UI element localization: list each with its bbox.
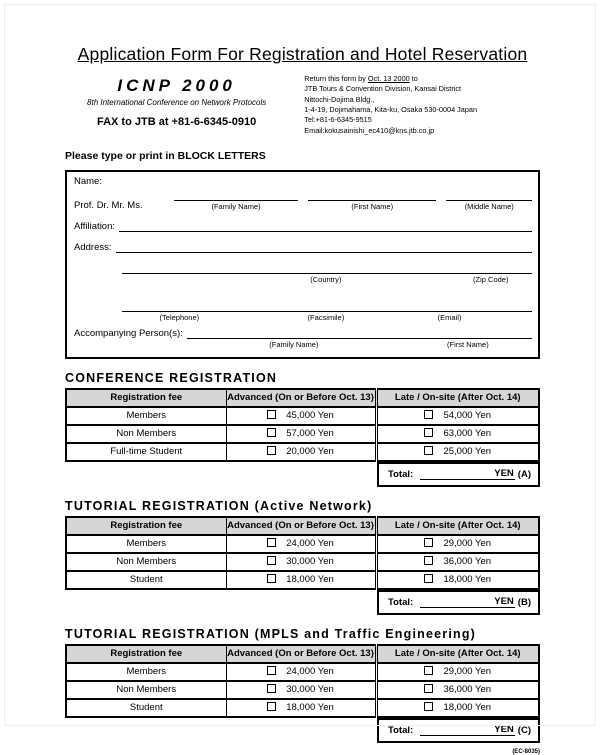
late-fee-cell	[376, 535, 539, 553]
affiliation-row	[74, 220, 532, 232]
advanced-fee-cell	[226, 425, 376, 443]
fee-checkbox[interactable]	[424, 428, 433, 437]
tutorial-mpls-fee-table	[65, 644, 540, 718]
title-options[interactable]: Prof. Dr. Mr. Ms.	[74, 200, 143, 212]
total-unit: YEN	[491, 724, 515, 736]
category-cell: Non Members	[66, 681, 226, 699]
fee-checkbox[interactable]	[424, 538, 433, 547]
fee-amount: 18,000 Yen	[286, 702, 334, 714]
advanced-fee-cell	[226, 407, 376, 425]
late-fee-cell	[376, 407, 539, 425]
family-name-group	[174, 189, 298, 211]
accompanying-field[interactable]	[187, 327, 532, 339]
total-label: Total:	[388, 469, 414, 481]
first-name-field[interactable]	[308, 189, 436, 201]
accompanying-row	[74, 327, 532, 339]
conference-subtitle: 8th International Conference on Network Protocols	[87, 98, 267, 107]
first-name-group	[308, 189, 436, 211]
fee-checkbox[interactable]	[267, 684, 276, 693]
fee-checkbox[interactable]	[267, 574, 276, 583]
return-email-line: Email:kokusainishi_ec410@kns.jtb.co.jp	[304, 125, 435, 135]
fee-checkbox[interactable]	[267, 410, 276, 419]
col-header-advanced: Advanced (On or Before Oct. 13)	[226, 389, 376, 407]
total-a-field[interactable]	[420, 469, 491, 480]
fee-amount: 25,000 Yen	[443, 446, 492, 458]
fee-checkbox[interactable]	[424, 446, 433, 455]
return-tel-line: Tel:+81-6-6345-9515	[304, 115, 372, 125]
zipcode-sublabel: (Zip Code)	[473, 275, 509, 285]
return-address-line: 1-4-19, Dojimahama, Kita-ku, Osaka 530-0004 Japan	[304, 105, 478, 115]
advanced-fee-cell	[226, 571, 376, 589]
fee-checkbox[interactable]	[267, 666, 276, 675]
affiliation-field[interactable]	[119, 220, 532, 232]
country-sublabel: (Country)	[310, 275, 342, 285]
category-cell: Student	[66, 571, 226, 589]
fee-amount: 63,000 Yen	[443, 428, 492, 440]
fax-instruction: FAX to JTB at +81-6-6345-0910	[96, 116, 257, 128]
fee-checkbox[interactable]	[424, 666, 433, 675]
section-title: TUTORIAL REGISTRATION (Active Network)	[65, 499, 373, 514]
fee-checkbox[interactable]	[267, 538, 276, 547]
col-header-advanced: Advanced (On or Before Oct. 13)	[226, 517, 376, 535]
fee-amount: 29,000 Yen	[443, 538, 492, 550]
table-row	[66, 425, 539, 443]
fee-checkbox[interactable]	[424, 410, 433, 419]
total-box-a	[377, 462, 540, 487]
fee-amount: 20,000 Yen	[286, 446, 334, 458]
address-line2-field[interactable]	[122, 259, 532, 274]
fee-amount: 24,000 Yen	[286, 538, 334, 550]
facsimile-sublabel: (Facsimile)	[307, 313, 345, 323]
fee-checkbox[interactable]	[267, 428, 276, 437]
fee-amount: 45,000 Yen	[286, 410, 334, 422]
col-header-late: Late / On-site (After Oct. 14)	[376, 389, 539, 407]
fee-checkbox[interactable]	[267, 446, 276, 455]
address-label: Address:	[74, 242, 112, 254]
table-row	[66, 407, 539, 425]
advanced-fee-cell	[226, 699, 376, 717]
first-name-sublabel: (First Name)	[351, 202, 394, 212]
return-deadline-line	[304, 74, 540, 84]
return-deadline: Oct. 13 2000	[367, 74, 410, 83]
name-label: Name:	[74, 176, 102, 188]
late-fee-cell	[376, 443, 539, 461]
return-address-block	[288, 74, 540, 136]
address-line1-field[interactable]	[116, 241, 533, 253]
category-cell: Members	[66, 407, 226, 425]
table-header-row	[66, 517, 539, 535]
family-name-sublabel: (Family Name)	[211, 202, 261, 212]
accompanying-sublabels	[74, 340, 532, 350]
page-title: Application Form For Registration and Hotel Reservation	[77, 44, 528, 64]
fee-amount: 24,000 Yen	[286, 666, 334, 678]
conference-logo: ICNP 2000	[117, 76, 236, 95]
affiliation-label: Affiliation:	[74, 221, 116, 233]
total-c-field[interactable]	[420, 725, 491, 736]
return-address-line: JTB Tours & Convention Division, Kansai District	[304, 84, 462, 94]
conference-fee-table	[65, 388, 540, 462]
total-unit: YEN	[491, 596, 515, 608]
conference-block	[65, 74, 288, 136]
tutorial-active-fee-table	[65, 516, 540, 590]
advanced-fee-cell	[226, 443, 376, 461]
fee-amount: 18,000 Yen	[286, 574, 334, 586]
col-header-late: Late / On-site (After Oct. 14)	[376, 517, 539, 535]
col-header-fee: Registration fee	[66, 645, 226, 663]
table-row	[66, 553, 539, 571]
fee-checkbox[interactable]	[267, 556, 276, 565]
table-row	[66, 681, 539, 699]
late-fee-cell	[376, 699, 539, 717]
table-row	[66, 535, 539, 553]
late-fee-cell	[376, 425, 539, 443]
accompanying-first-sublabel: (First Name)	[447, 340, 489, 350]
late-fee-cell	[376, 663, 539, 681]
fee-checkbox[interactable]	[267, 702, 276, 711]
fee-amount: 57,000 Yen	[286, 428, 334, 440]
advanced-fee-cell	[226, 553, 376, 571]
total-label: Total:	[388, 597, 414, 609]
total-unit: YEN	[491, 468, 515, 480]
family-name-field[interactable]	[174, 189, 298, 201]
return-address-line: Nittochi-Dojima Bldg.,	[304, 94, 375, 104]
tutorial-active-network-section	[65, 499, 540, 615]
total-tag: (B)	[517, 597, 531, 609]
category-cell: Student	[66, 699, 226, 717]
contact-sublabels	[74, 313, 532, 323]
col-header-fee: Registration fee	[66, 389, 226, 407]
telephone-sublabel: (Telephone)	[159, 313, 200, 323]
return-suffix: to	[409, 74, 418, 83]
col-header-fee: Registration fee	[66, 517, 226, 535]
late-fee-cell	[376, 571, 539, 589]
total-box-c	[377, 718, 540, 743]
fee-amount: 18,000 Yen	[443, 574, 492, 586]
table-row	[66, 571, 539, 589]
tutorial-mpls-section	[65, 627, 540, 743]
fee-amount: 29,000 Yen	[443, 666, 492, 678]
table-row	[66, 699, 539, 717]
fee-amount: 54,000 Yen	[443, 410, 492, 422]
table-header-row	[66, 645, 539, 663]
accompanying-label: Accompanying Person(s):	[74, 328, 183, 340]
middle-name-group	[446, 189, 532, 211]
fee-amount: 36,000 Yen	[443, 684, 492, 696]
email-sublabel: (Email)	[437, 313, 462, 323]
total-b-field[interactable]	[420, 597, 491, 608]
advanced-fee-cell	[226, 681, 376, 699]
middle-name-sublabel: (Middle Name)	[464, 202, 514, 212]
table-header-row	[66, 389, 539, 407]
fee-checkbox[interactable]	[424, 684, 433, 693]
col-header-advanced: Advanced (On or Before Oct. 13)	[226, 645, 376, 663]
fee-amount: 30,000 Yen	[286, 684, 334, 696]
address-sublabels	[74, 275, 532, 285]
fee-checkbox[interactable]	[424, 702, 433, 711]
return-prefix: Return this form by	[304, 74, 368, 83]
accompanying-family-sublabel: (Family Name)	[269, 340, 319, 350]
section-title: TUTORIAL REGISTRATION (MPLS and Traffic Engineering)	[65, 627, 477, 642]
personal-info-box	[65, 170, 540, 359]
form-header	[65, 74, 540, 136]
fee-amount: 36,000 Yen	[443, 556, 492, 568]
total-box-b	[377, 590, 540, 615]
name-row	[74, 189, 532, 211]
advanced-fee-cell	[226, 535, 376, 553]
col-header-late: Late / On-site (After Oct. 14)	[376, 645, 539, 663]
category-cell: Non Members	[66, 425, 226, 443]
late-fee-cell	[376, 553, 539, 571]
fee-amount: 30,000 Yen	[286, 556, 334, 568]
total-tag: (A)	[517, 469, 531, 481]
fee-checkbox[interactable]	[424, 574, 433, 583]
advanced-fee-cell	[226, 663, 376, 681]
total-tag: (C)	[517, 725, 531, 737]
category-cell: Full-time Student	[66, 443, 226, 461]
block-letters-instruction: Please type or print in BLOCK LETTERS	[65, 150, 266, 163]
address-row	[74, 241, 532, 253]
fee-amount: 18,000 Yen	[443, 702, 492, 714]
conference-registration-section	[65, 371, 540, 487]
category-cell: Members	[66, 535, 226, 553]
fee-checkbox[interactable]	[424, 556, 433, 565]
category-cell: Non Members	[66, 553, 226, 571]
total-label: Total:	[388, 725, 414, 737]
contact-line-field[interactable]	[122, 297, 532, 312]
category-cell: Members	[66, 663, 226, 681]
table-row	[66, 443, 539, 461]
late-fee-cell	[376, 681, 539, 699]
table-row	[66, 663, 539, 681]
document-code: (EC-8035)	[512, 749, 540, 755]
middle-name-field[interactable]	[446, 189, 532, 201]
section-title: CONFERENCE REGISTRATION	[65, 371, 278, 386]
